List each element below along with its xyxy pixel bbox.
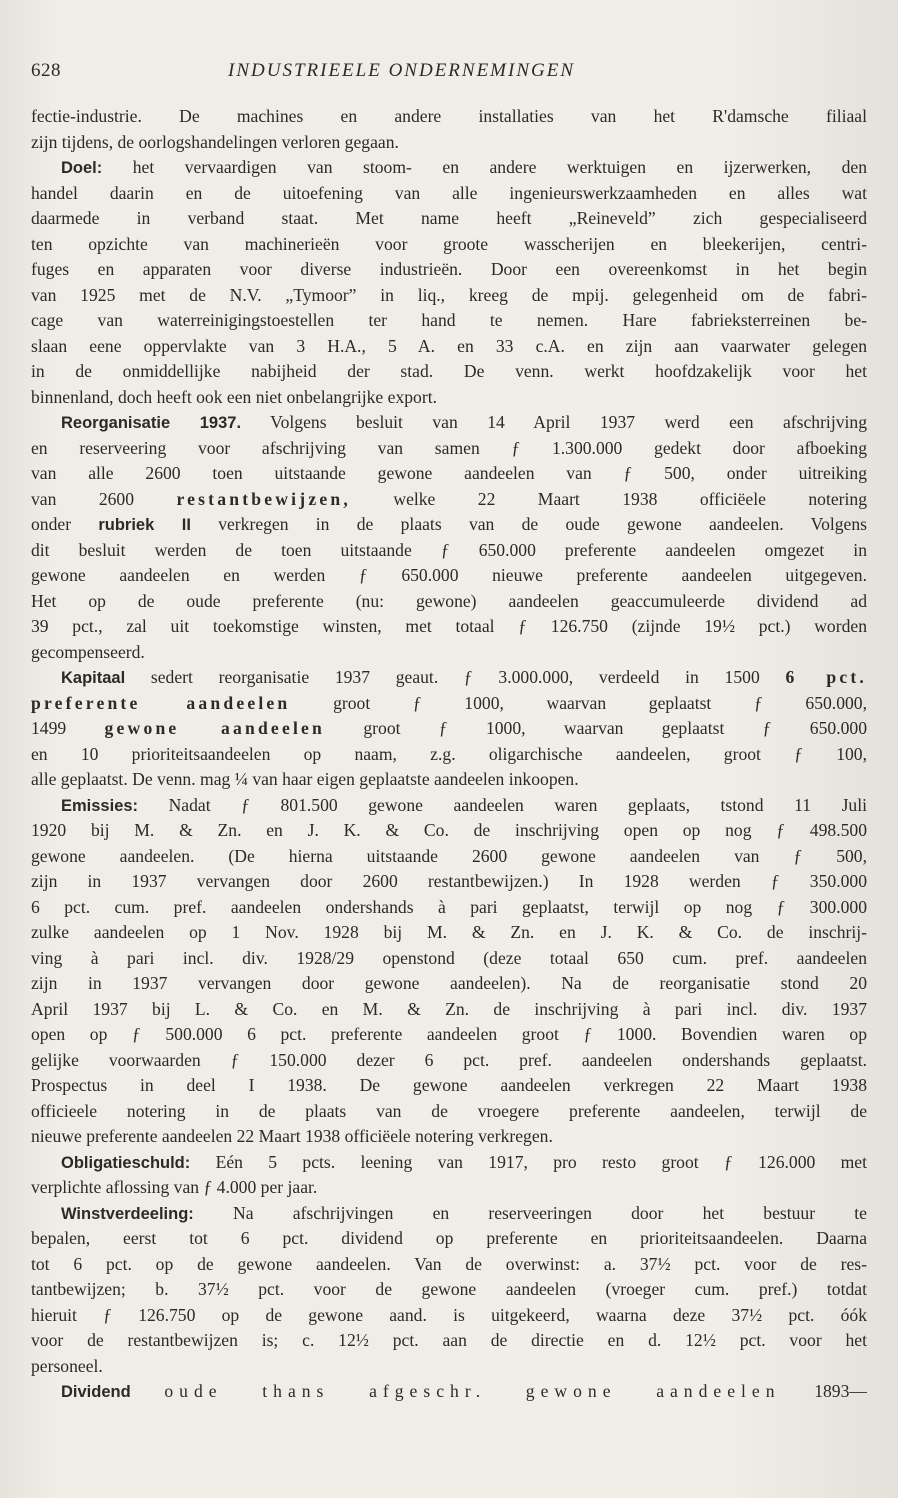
spaced-emphasis: oude thans afgeschr. gewone aandeelen [164, 1381, 781, 1401]
text-line [31, 385, 867, 411]
text-line [31, 742, 867, 768]
text-line [31, 793, 867, 819]
line-text: zijn in 1937 vervangen door 2600 restantbewijzen.) In 1928 werden ƒ 350.000 [31, 871, 867, 891]
text-line [31, 257, 867, 283]
text-line [31, 1150, 867, 1176]
line-text: verkregen in de plaats van de oude gewone aandeelen. Volgens [190, 514, 867, 534]
running-title: INDUSTRIEELE ONDERNEMINGEN [228, 60, 576, 81]
text-line [31, 869, 867, 895]
text-line [31, 946, 867, 972]
line-text: April 1937 bij L. & Co. en M. & Zn. de inschrijving à pari incl. div. 1937 [31, 998, 867, 1019]
text-line [31, 1022, 867, 1048]
line-text: tantbewijzen; b. 37½ pct. voor de gewone aandeelen (vroeger cum. pref.) totdat [31, 1279, 867, 1299]
text-line [31, 589, 867, 615]
text-line [31, 1252, 867, 1278]
text-line [31, 665, 867, 691]
line-text: van 2600 [31, 488, 177, 509]
page-number: 628 [31, 60, 61, 81]
section-lead: Reorganisatie 1937. [61, 414, 242, 432]
line-text: dit besluit werden de toen uitstaande ƒ 650.000 preferente aandeelen omgezet in [31, 539, 867, 560]
line-text: het vervaardigen van stoom- en andere werktuigen en ijzerwerken, den [102, 157, 867, 177]
text-line [31, 640, 867, 666]
line-text: open op ƒ 500.000 6 pct. preferente aandeelen groot ƒ 1000. Bovendien waren op [31, 1024, 867, 1044]
text-line [31, 1073, 867, 1099]
line-text: en 10 prioriteitsaandeelen op naam, z.g. oligarchische aandeelen, groot ƒ 100, [31, 743, 867, 764]
text-line [31, 1303, 867, 1329]
text-line [31, 104, 867, 130]
line-text: fectie-industrie. De machines en andere installaties van het R'damsche filiaal [31, 106, 867, 126]
line-text: 1893— [780, 1381, 867, 1401]
section-lead: Kapitaal [61, 669, 126, 687]
text-line [31, 1379, 867, 1405]
line-text: Na afschrijvingen en reserveeringen door het bestuur te [193, 1202, 867, 1223]
section-lead: Obligatieschuld: [61, 1153, 191, 1172]
line-text: personeel. [31, 1355, 103, 1376]
text-line [31, 1048, 867, 1074]
line-text: slaan eene oppervlakte van 3 H.A., 5 A. en 33 c.A. en zijn aan vaarwater gelegen [31, 335, 867, 356]
text-line [31, 767, 867, 793]
line-text: in de onmiddellijke nabijheid der stad. De venn. werkt hoofdzakelijk voor het [31, 361, 867, 381]
line-text: fuges en apparaten voor diverse industrieën. Door een overeenkomst in het begin [31, 259, 867, 279]
line-text: van 1925 met de N.V. „Tymoor” in liq., kreeg de mpij. gelegenheid om de fabri- [31, 284, 867, 305]
line-text: en reserveering voor afschrijving van samen ƒ 1.300.000 gedekt door afboeking [31, 437, 867, 458]
page-header [31, 60, 869, 90]
line-text: bepalen, eerst tot 6 pct. dividend op preferente en prioriteitsaandeelen. Daarna [31, 1228, 867, 1248]
text-line [31, 1124, 867, 1150]
spaced-emphasis: gewone aandeelen [104, 718, 326, 738]
line-text: Het op de oude preferente (nu: gewone) aandeelen geaccumuleerde dividend ad [31, 590, 867, 611]
line-text: sedert reorganisatie 1937 geaut. ƒ 3.000.000, verdeeld in 1500 [125, 667, 786, 687]
line-text: 1499 [31, 718, 105, 738]
line-text: zulke aandeelen op 1 Nov. 1928 bij M. & Zn. en J. K. & Co. de inschrij- [31, 922, 867, 942]
line-text: alle geplaatst. De venn. mag ¼ van haar eigen geplaatste aandeelen inkoopen. [31, 769, 579, 789]
text-line [31, 410, 867, 436]
line-text: zijn in 1937 vervangen door gewone aandeelen). Na de reorganisatie stond 20 [31, 973, 867, 993]
text-line [31, 997, 867, 1023]
inline-lead: rubriek II [98, 516, 191, 534]
spaced-emphasis: preferente aandeelen [31, 692, 291, 713]
section-lead: Doel: [61, 159, 103, 177]
line-text: hieruit ƒ 126.750 op de gewone aand. is uitgekeerd, waarna deze 37½ pct. óók [31, 1304, 867, 1325]
text-line [31, 181, 867, 207]
line-text: Nadat ƒ 801.500 gewone aandeelen waren geplaats, tstond 11 Juli [138, 794, 867, 815]
line-text: groot ƒ 1000, waarvan geplaatst ƒ 650.000 [325, 718, 867, 738]
text-line [31, 563, 867, 589]
line-text: groot ƒ 1000, waarvan geplaatst ƒ 650.000, [290, 692, 867, 713]
line-text: daarmede in verband staat. Met name heeft „Reineveld” zich gespecialiseerd [31, 208, 867, 228]
text-line [31, 359, 867, 385]
text-line [31, 232, 867, 258]
text-line [31, 1201, 867, 1227]
text-line [31, 614, 867, 640]
section-lead: Winstverdeeling: [61, 1204, 194, 1223]
line-text: gelijke voorwaarden ƒ 150.000 dezer 6 pct. pref. aandeelen ondershands geplaatst. [31, 1049, 867, 1070]
text-line [31, 818, 867, 844]
text-line [31, 691, 867, 717]
text-line [31, 308, 867, 334]
text-line [31, 1175, 867, 1201]
line-text: cage van waterreinigingstoestellen ter hand te nemen. Hare fabrieksterreinen be- [31, 310, 867, 330]
line-text: Eén 5 pcts. leening van 1917, pro resto groot ƒ 126.000 met [190, 1151, 867, 1172]
text-line [31, 512, 867, 538]
text-line [31, 334, 867, 360]
line-text: binnenland, doch heeft ook een niet onbelangrijke export. [31, 386, 437, 407]
line-text: van alle 2600 toen uitstaande gewone aandeelen van ƒ 500, onder uitreiking [31, 463, 867, 483]
text-line [31, 487, 867, 513]
line-text: 39 pct., zal uit toekomstige winsten, met totaal ƒ 126.750 (zijnde 19½ pct.) worden [31, 616, 867, 636]
text-line [31, 461, 867, 487]
line-text: ten opzichte van machinerieën voor groote wasscherijen en bleekerijen, centri- [31, 233, 867, 254]
body-text [31, 104, 867, 1405]
spaced-emphasis: restantbewijzen, [176, 488, 351, 509]
line-text: gewone aandeelen en werden ƒ 650.000 nieuwe preferente aandeelen uitgegeven. [31, 565, 867, 585]
text-line [31, 971, 867, 997]
line-text: zijn tijdens, de oorlogshandelingen verloren gegaan. [31, 131, 399, 152]
line-text: handel daarin en de uitoefening van alle ingenieurswerkzaamheden en alles wat [31, 182, 867, 203]
line-text: voor de restantbewijzen is; c. 12½ pct. aan de directie en d. 12½ pct. voor het [31, 1330, 867, 1350]
section-lead: Dividend [61, 1383, 131, 1401]
line-text: ving à pari incl. div. 1928/29 openstond (deze totaal 650 cum. pref. aandeelen [31, 947, 867, 968]
text-line [31, 1277, 867, 1303]
text-line [31, 895, 867, 921]
text-line [31, 716, 867, 742]
section-lead: Emissies: [61, 796, 139, 815]
text-line [31, 1354, 867, 1380]
line-text: verplichte aflossing van ƒ 4.000 per jaar. [31, 1177, 318, 1197]
line-text: onder [31, 514, 99, 534]
line-text: officieele notering in de plaats van de vroegere preferente aandeelen, terwijl de [31, 1100, 867, 1121]
text-line [31, 155, 867, 181]
line-text: gewone aandeelen. (De hierna uitstaande 2600 gewone aandeelen van ƒ 500, [31, 845, 867, 866]
line-text: 6 pct. cum. pref. aandeelen ondershands à pari geplaatst, terwijl op nog ƒ 300.000 [31, 896, 867, 917]
text-line [31, 130, 867, 156]
line-text: tot 6 pct. op de gewone aandeelen. Van de overwinst: a. 37½ pct. voor de res- [31, 1253, 867, 1274]
text-line [31, 1328, 867, 1354]
text-line [31, 436, 867, 462]
text-line [31, 538, 867, 564]
text-line [31, 283, 867, 309]
text-line [31, 1099, 867, 1125]
text-line [31, 1226, 867, 1252]
line-text [131, 1381, 165, 1401]
line-text: Volgens besluit van 14 April 1937 werd een afschrijving [241, 412, 867, 432]
text-line [31, 206, 867, 232]
line-text: welke 22 Maart 1938 officiëele notering [350, 488, 867, 509]
line-text: 1920 bij M. & Zn. en J. K. & Co. de inschrijving open op nog ƒ 498.500 [31, 820, 867, 840]
line-text: gecompenseerd. [31, 641, 145, 662]
text-line [31, 920, 867, 946]
line-text: nieuwe preferente aandeelen 22 Maart 1938 officiëele notering verkregen. [31, 1126, 553, 1146]
spaced-emphasis: 6 pct. [785, 667, 867, 687]
line-text: Prospectus in deel I 1938. De gewone aandeelen verkregen 22 Maart 1938 [31, 1075, 867, 1095]
text-line [31, 844, 867, 870]
